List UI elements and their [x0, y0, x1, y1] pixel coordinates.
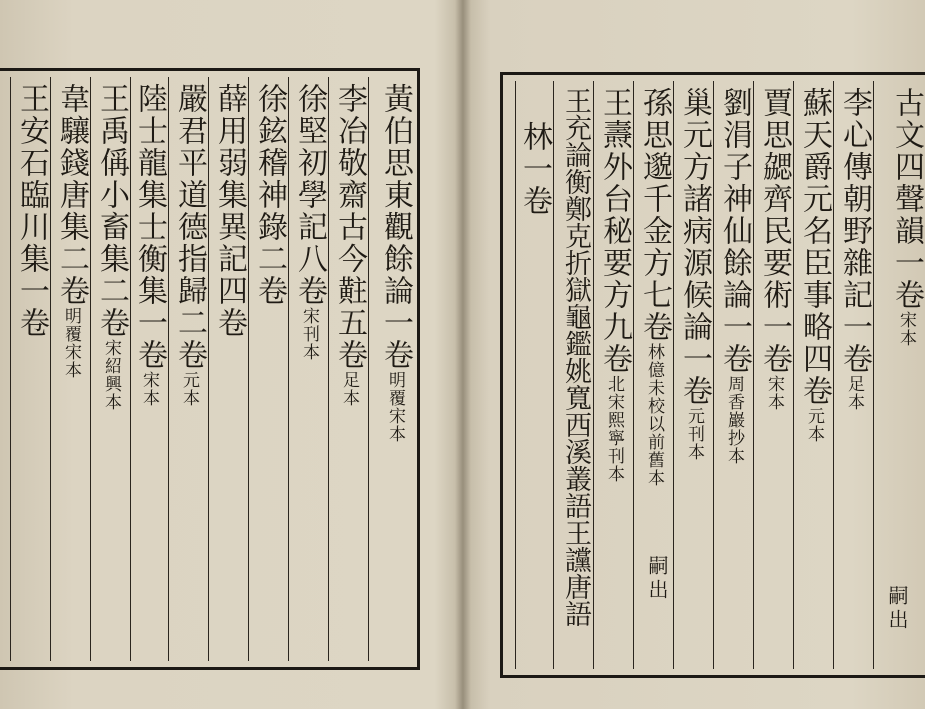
forthcoming-note: 嗣出: [645, 555, 669, 603]
left-col-10: [10, 77, 50, 661]
entry-title: 李心傳朝野雜記一卷: [837, 87, 872, 375]
right-col-5: [713, 81, 753, 669]
entry-title: 嚴君平道德指歸二卷: [172, 83, 207, 371]
entry-title: 徐堅初學記八卷: [292, 83, 327, 307]
left-page-frame: [0, 68, 420, 670]
left-col-5: [208, 77, 248, 661]
left-col-7: [130, 77, 168, 661]
book-gutter: [455, 0, 471, 709]
entry-edition-note: 宋本: [139, 371, 159, 407]
right-col-8: [593, 81, 633, 669]
entry-edition-note: 周香巖抄本: [724, 375, 744, 465]
left-col-4: [248, 77, 288, 661]
entry-edition-note: 元本: [804, 407, 824, 443]
left-col-9: [50, 77, 90, 661]
entry-title: 陸士龍集士衡集一卷: [132, 83, 167, 371]
entry-title: 王燾外台秘要方九卷: [597, 87, 632, 375]
entry-edition-note: 明覆宋本: [61, 307, 81, 379]
entry-edition-note: 宋刊本: [299, 307, 319, 361]
entry-edition-note: 宋本: [764, 375, 784, 411]
right-col-1: [873, 81, 925, 669]
left-col-2: [328, 77, 368, 661]
right-col-2: [833, 81, 873, 669]
left-col-6: [168, 77, 208, 661]
entry-title: 賈思勰齊民要術一卷: [757, 87, 792, 375]
entry-title: 徐鉉稽神錄二卷: [252, 83, 287, 307]
entry-edition-note: 明覆宋本: [385, 371, 405, 443]
entry-title: 黃伯思東觀餘論一卷: [378, 83, 413, 371]
entry-title: 劉涓子神仙餘論一卷: [717, 87, 752, 375]
entry-edition-note: 元刊本: [684, 407, 704, 461]
entry-title: 李冶敬齋古今黈五卷: [332, 83, 367, 371]
right-col-3: [793, 81, 833, 669]
entry-title: 古文四聲韻一卷: [889, 87, 924, 311]
entry-edition-note: 宋紹興本: [101, 339, 121, 411]
entry-edition-note: 北宋熙寧刊本: [604, 375, 624, 483]
right-col-6: [673, 81, 713, 669]
right-col-9: [553, 81, 593, 669]
left-col-3: [288, 77, 328, 661]
entry-title: 王安石臨川集一卷: [14, 83, 49, 339]
forthcoming-note: 嗣出: [885, 585, 909, 633]
entry-edition-note: 元本: [179, 371, 199, 407]
entry-title: 蘇天爵元名臣事略四卷: [797, 87, 832, 407]
entry-edition-note: 足本: [339, 371, 359, 407]
left-col-8: [90, 77, 130, 661]
entry-title: 王充論衡鄭克折獄龜鑑姚寬西溪叢語王讜唐語: [560, 87, 591, 627]
entry-title: 孫思邈千金方七卷: [637, 87, 672, 343]
left-col-1: [368, 77, 414, 661]
entry-edition-note: 林億未校以前舊本: [644, 343, 664, 487]
entry-title: 巢元方諸病源候論一卷: [677, 87, 712, 407]
entry-title: 韋驤錢唐集二卷: [54, 83, 89, 307]
right-col-10: [515, 81, 553, 669]
entry-title: 林一卷: [517, 121, 552, 217]
right-col-4: [753, 81, 793, 669]
entry-title: 王禹偁小畜集二卷: [94, 83, 129, 339]
entry-title: 薛用弱集異記四卷: [212, 83, 247, 339]
right-page-frame: [500, 72, 925, 678]
entry-edition-note: 宋本: [896, 311, 916, 347]
entry-edition-note: 足本: [844, 375, 864, 411]
